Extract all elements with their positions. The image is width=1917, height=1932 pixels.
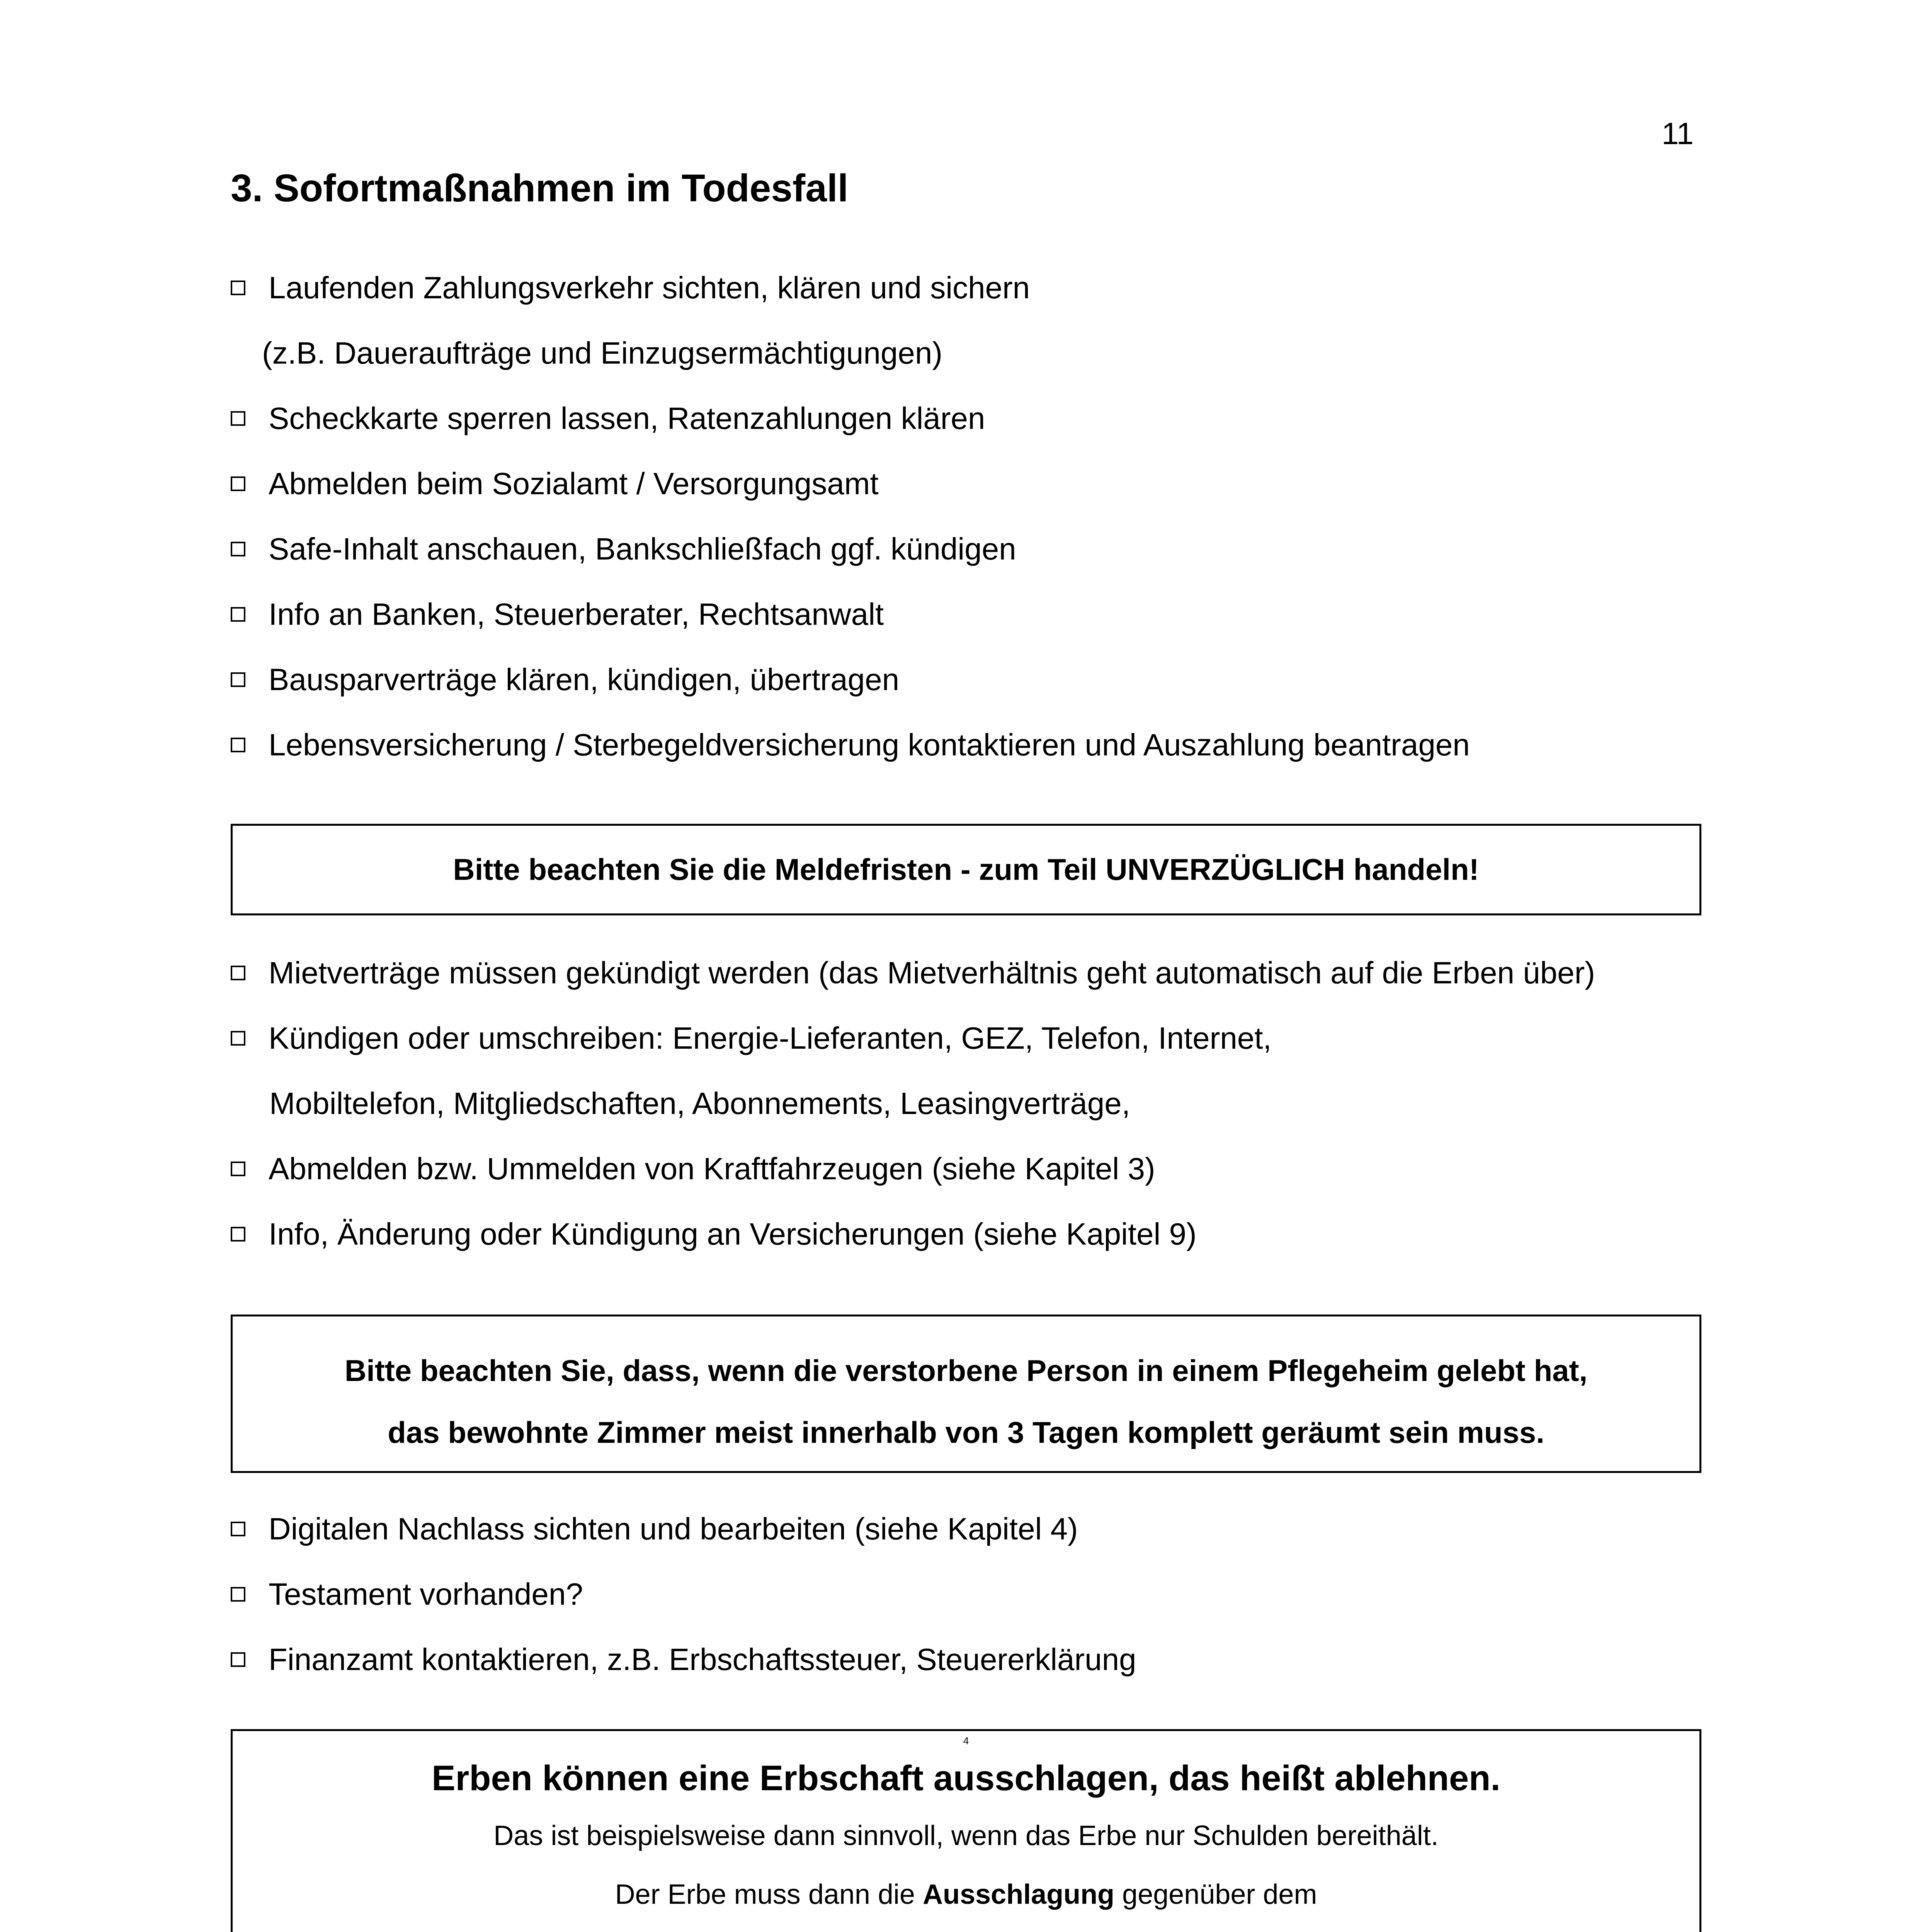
info-box-title: Erben können eine Erbschaft ausschlagen, das heißt ablehnen.	[432, 1759, 1500, 1798]
page-number: 11	[1662, 116, 1694, 151]
checkbox[interactable]	[231, 607, 245, 622]
checkbox[interactable]	[231, 738, 245, 752]
footnote-mark: 4	[963, 1735, 969, 1747]
checklist-item	[231, 1005, 1699, 1071]
text-run: Der Erbe muss dann die	[615, 1879, 923, 1910]
notice-deadlines	[231, 824, 1701, 915]
checkbox[interactable]	[231, 411, 245, 426]
checklist-item-label: Lebensversicherung / Sterbegeldversicherung kontaktieren und Auszahlung beantragen	[269, 727, 1470, 762]
checklist-item-label: Mietverträge müssen gekündigt werden (das Mietverhältnis geht automatisch auf die Erben über)	[269, 955, 1595, 990]
text-run-bold: Ausschlagung	[922, 1879, 1115, 1910]
text-run: gegenüber dem	[1114, 1879, 1317, 1910]
checklist-item	[231, 516, 1699, 582]
checkbox[interactable]	[231, 672, 245, 687]
checklist-item-label: Mobiltelefon, Mitgliedschaften, Abonnements, Leasingverträge,	[269, 1086, 1131, 1121]
section-heading: 3. Sofortmaßnahmen im Todesfall	[231, 167, 849, 210]
checkbox[interactable]	[231, 1162, 245, 1176]
checklist-item-label: Bausparverträge klären, kündigen, übertragen	[269, 662, 900, 697]
notice-care-home	[231, 1315, 1701, 1473]
checkbox[interactable]	[231, 1587, 245, 1602]
checkbox[interactable]	[231, 476, 245, 491]
checklist-item-continuation	[231, 1071, 1699, 1136]
info-box-line	[233, 1879, 1699, 1910]
checkbox[interactable]	[231, 1522, 245, 1536]
checklist-item-label: Digitalen Nachlass sichten und bearbeiten (siehe Kapitel 4)	[269, 1511, 1078, 1546]
checkbox[interactable]	[231, 966, 245, 980]
checkbox[interactable]	[231, 1227, 245, 1242]
checklist-item	[231, 1136, 1699, 1201]
checkbox[interactable]	[231, 1652, 245, 1667]
checklist-item	[231, 1561, 1699, 1627]
checklist-item	[231, 1627, 1699, 1692]
checklist-item-label: Info an Banken, Steuerberater, Rechtsanwalt	[269, 597, 884, 631]
checklist-item-label: Scheckkarte sperren lassen, Ratenzahlungen klären	[269, 401, 985, 435]
checklist-item-label: (z.B. Daueraufträge und Einzugsermächtigungen)	[262, 335, 943, 370]
notice-text: Bitte beachten Sie, dass, wenn die verstorbene Person in einem Pflegeheim gelebt hat,	[344, 1354, 1588, 1388]
checklist-item-label: Info, Änderung oder Kündigung an Versicherungen (siehe Kapitel 9)	[269, 1216, 1197, 1251]
checklist-item-label: Finanzamt kontaktieren, z.B. Erbschaftssteuer, Steuererklärung	[269, 1642, 1136, 1677]
checklist-item	[231, 386, 1699, 451]
checklist-item-continuation	[231, 320, 1699, 386]
notice-text: das bewohnte Zimmer meist innerhalb von 3 Tagen komplett geräumt sein muss.	[388, 1415, 1544, 1449]
checklist-estate	[231, 1496, 1699, 1692]
checklist-item-label: Abmelden beim Sozialamt / Versorgungsamt	[269, 466, 879, 501]
checklist-item-label: Testament vorhanden?	[269, 1577, 583, 1611]
checklist-item	[231, 647, 1699, 712]
checklist-item	[231, 255, 1699, 320]
checklist-item	[231, 451, 1699, 516]
checkbox[interactable]	[231, 1031, 245, 1046]
checklist-item-label: Abmelden bzw. Ummelden von Kraftfahrzeugen (siehe Kapitel 3)	[269, 1151, 1155, 1186]
checklist-item	[231, 1201, 1699, 1267]
checklist-item	[231, 940, 1699, 1005]
notice-text: Bitte beachten Sie die Meldefristen - zum Teil UNVERZÜGLICH handeln!	[453, 852, 1479, 886]
checkbox[interactable]	[231, 281, 245, 295]
checklist-item	[231, 1496, 1699, 1561]
checklist-item	[231, 712, 1699, 777]
info-box-line: Das ist beispielsweise dann sinnvoll, wenn das Erbe nur Schulden bereithält.	[493, 1820, 1439, 1851]
checkbox[interactable]	[231, 542, 245, 556]
checklist-item-label: Laufenden Zahlungsverkehr sichten, klären und sichern	[269, 270, 1030, 305]
checklist-item	[231, 582, 1699, 647]
checklist-item-label: Safe-Inhalt anschauen, Bankschließfach ggf. kündigen	[269, 531, 1016, 566]
checklist-item-label: Kündigen oder umschreiben: Energie-Lieferanten, GEZ, Telefon, Internet,	[269, 1020, 1272, 1055]
checklist-contracts	[231, 940, 1699, 1267]
inheritance-info-box	[231, 1729, 1701, 1932]
checklist-payments	[231, 255, 1699, 777]
